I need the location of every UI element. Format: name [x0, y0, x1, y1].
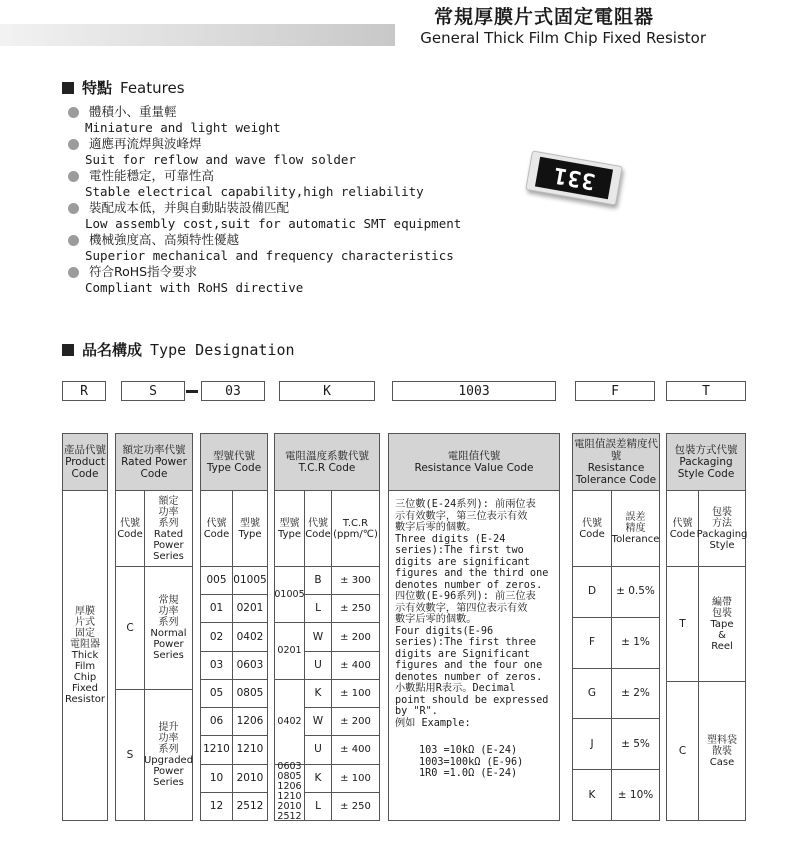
text-line: 系列 — [158, 517, 179, 529]
text-line: Code — [203, 528, 230, 540]
tolerance-value-cell: ± 0.5% — [611, 566, 659, 617]
feature-zh-text: 體積小、重量輕 — [89, 104, 177, 119]
header-en: T.C.R Code — [298, 462, 356, 474]
code-box-1: S — [121, 381, 185, 401]
tcr-value-cell: ± 200 — [331, 707, 379, 735]
sub-header-type — [232, 491, 267, 566]
bullet-dot-icon — [68, 267, 79, 278]
feature-zh-text: 適應再流焊與波峰焊 — [89, 136, 202, 151]
text-line: 代號 — [206, 517, 227, 529]
feature-zh-text: 符合RoHS指令要求 — [89, 264, 198, 279]
example-line: 103 =10kΩ (E-24) — [419, 745, 518, 756]
text-line: Code — [117, 528, 143, 540]
text-line: 固定 — [75, 628, 95, 639]
text-line: T.C.R — [342, 517, 369, 529]
feature-zh — [68, 168, 461, 184]
sub-header-code — [304, 491, 331, 566]
power-desc — [144, 689, 192, 820]
text-line: 方法 — [712, 517, 732, 529]
header-decor-bar — [0, 24, 395, 46]
tcr-value-cell: ± 300 — [331, 566, 379, 594]
bullet-dot-icon — [68, 171, 79, 182]
resistance-body — [389, 491, 559, 820]
feature-en-text: Low assembly cost,suit for automatic SMT equipment — [85, 216, 462, 231]
text-line: 代號 — [672, 517, 693, 529]
column-header — [573, 434, 659, 491]
tcr-value-cell: ± 400 — [331, 651, 379, 679]
features-heading: 特點 Features — [62, 77, 185, 98]
text-line: 精度 — [625, 523, 646, 534]
text-line: Case — [709, 756, 735, 768]
tcr-code-cell: K — [304, 764, 331, 792]
text-line: 系列 — [158, 617, 179, 628]
bullet-dot-icon — [68, 235, 79, 246]
header-zh: 型號代號 — [213, 450, 255, 462]
tolerance-value-cell: ± 5% — [611, 718, 659, 769]
sub-header-code — [116, 491, 144, 566]
text-line: Packaging — [696, 528, 748, 540]
type-size-cell: 1206 — [232, 707, 267, 735]
product-desc — [63, 491, 107, 820]
text-line: 散裝 — [712, 745, 732, 757]
sub-header-code — [201, 491, 232, 566]
features-list — [68, 104, 461, 296]
tolerance-value-cell: ± 10% — [611, 769, 659, 820]
type-code-cell: 10 — [201, 764, 232, 792]
header-en: Resistance Tolerance Code — [575, 462, 657, 486]
text-line: Chip — [73, 672, 97, 683]
text-line: Style — [709, 539, 735, 551]
text-line: Power — [153, 766, 184, 777]
type-size-cell: 01005 — [232, 566, 267, 594]
tcr-value-cell: ± 100 — [331, 679, 379, 707]
packaging-desc-cell — [698, 566, 745, 681]
type-code-column — [200, 433, 268, 821]
text-line: 2512 — [277, 811, 302, 823]
feature-zh — [68, 232, 461, 248]
text-line: Film — [74, 661, 96, 672]
header-en: Packaging Style Code — [677, 456, 735, 480]
column-header — [63, 434, 107, 491]
feature-item — [68, 104, 461, 136]
text-line: 1206 — [277, 781, 302, 793]
power-code: S — [116, 689, 144, 820]
text-line: 代號 — [582, 517, 602, 529]
type-size-cell: 1210 — [232, 735, 267, 763]
tcr-value-cell: ± 250 — [331, 594, 379, 622]
text-line: Type — [238, 528, 262, 540]
text-line: & — [718, 629, 726, 641]
text-line: Power — [153, 539, 184, 551]
text-line: Type — [278, 528, 301, 540]
type-designation-heading: 品名構成 Type Designation — [62, 339, 295, 360]
text-line: Reel — [711, 640, 733, 652]
tcr-code-cell: U — [304, 651, 331, 679]
text-line: Power — [153, 639, 184, 650]
header-en: Product Code — [65, 456, 105, 480]
feature-zh-text: 裝配成本低，并與自動貼裝設備匹配 — [89, 200, 290, 215]
text-line: Series — [153, 550, 184, 562]
tolerance-code-cell: G — [573, 668, 611, 719]
tcr-code-cell: W — [304, 622, 331, 650]
text-line: 0402 — [277, 715, 302, 727]
square-bullet-icon — [62, 344, 74, 356]
tolerance-column — [572, 433, 660, 821]
square-bullet-icon — [62, 82, 74, 94]
bullet-dot-icon — [68, 107, 79, 118]
feature-en-text: Superior mechanical and frequency characteristics — [85, 248, 454, 263]
feature-item — [68, 232, 461, 264]
text-line: Tape — [710, 618, 734, 630]
resistance-column — [388, 433, 560, 821]
header-zh: 電阻溫度系數代號 — [285, 450, 369, 462]
text-line: 厚膜 — [75, 606, 95, 617]
text-line: 2010 — [277, 801, 302, 813]
power-desc — [144, 566, 192, 689]
tolerance-value-cell: ± 1% — [611, 617, 659, 668]
text-line: 01005 — [274, 588, 305, 600]
tcr-code-cell: L — [304, 792, 331, 820]
packaging-code-cell: C — [667, 681, 698, 820]
example-line: 1003=100kΩ (E-96) — [419, 756, 524, 768]
text-line: 誤差 — [625, 512, 646, 523]
resistance-description: 三位數(E-24系列): 前兩位表 示有效數字，第三位表示有效 數字后零的個數。 Three digits (E-24 series):The first two digits are significant figures and the third one denotes number of zeros. 四位數(E-96系列): 前三位表 示有效數字，第四位表示有效 數字后零的個數。 Four digits(E-96 series):The first three digits are Significant figures and the four one denotes number of zeros. 小數點用R表示。Decimal point should be expressed by "R". 例如 Example: — [395, 499, 549, 729]
text-line: 功率 — [158, 733, 179, 744]
feature-en-text: Suit for reflow and wave flow solder — [85, 152, 356, 167]
feature-zh — [68, 200, 461, 216]
header-zh: 電阻值誤差精度代號 — [574, 438, 658, 462]
code-box-0: R — [62, 381, 106, 401]
text-line: 代號 — [120, 517, 140, 529]
code-box-5: F — [575, 381, 655, 401]
tcr-type-cell — [275, 679, 304, 764]
feature-item — [68, 200, 461, 232]
text-line: (ppm/℃) — [333, 528, 378, 540]
code-box-3: K — [279, 381, 375, 401]
sub-header-tolerance — [611, 491, 659, 566]
tcr-type-cell — [275, 566, 304, 622]
text-line: Code — [579, 528, 605, 540]
text-line: 包裝 — [712, 607, 732, 619]
tcr-code-cell: B — [304, 566, 331, 594]
text-line: Series — [153, 777, 184, 788]
tcr-column — [274, 433, 380, 821]
code-box-4: 1003 — [392, 381, 556, 401]
resistance-examples — [419, 745, 523, 780]
text-line: 額定 — [158, 495, 179, 507]
tolerance-code-cell: K — [573, 769, 611, 820]
chip-marking: 331 — [535, 157, 613, 199]
header-zh: 產品代號 — [64, 444, 106, 456]
bullet-dot-icon — [68, 139, 79, 150]
sub-header-style — [696, 491, 748, 566]
sub-header-code — [573, 491, 611, 566]
column-header — [201, 434, 267, 491]
packaging-desc-cell — [698, 681, 745, 820]
column-header — [116, 434, 192, 491]
feature-en-text: Compliant with RoHS directive — [85, 280, 304, 295]
header-en: Resistance Value Code — [414, 462, 534, 474]
text-line: Upgraded — [143, 755, 194, 766]
sub-header-tcr — [331, 491, 379, 566]
text-line: 0201 — [277, 645, 302, 657]
tcr-value-cell: ± 250 — [331, 792, 379, 820]
text-line: 常規 — [158, 595, 179, 606]
title-zh: 常規厚膜片式固定電阻器 — [433, 6, 654, 28]
type-code-cell: 12 — [201, 792, 232, 820]
feature-en-text: Miniature and light weight — [85, 120, 281, 135]
text-line: Code — [305, 528, 331, 540]
text-line: 系列 — [158, 744, 179, 755]
feature-zh-text: 電性能穩定，可靠性高 — [89, 168, 215, 183]
bullet-dot-icon — [68, 203, 79, 214]
tcr-value-cell: ± 200 — [331, 622, 379, 650]
type-code-cell: 01 — [201, 594, 232, 622]
tcr-value-cell: ± 400 — [331, 735, 379, 763]
type-size-cell: 0603 — [232, 651, 267, 679]
type-size-cell: 0402 — [232, 622, 267, 650]
type-size-cell: 0805 — [232, 679, 267, 707]
feature-zh-text: 機械強度高、高頻特性優越 — [89, 232, 240, 247]
text-line: 功率 — [158, 606, 179, 617]
text-line: 包裝 — [712, 506, 732, 518]
text-line: Fixed — [72, 683, 98, 694]
sub-header-code — [667, 491, 698, 566]
tolerance-value-cell: ± 2% — [611, 668, 659, 719]
type-size-cell: 2512 — [232, 792, 267, 820]
text-line: 塑料袋 — [707, 734, 737, 746]
packaging-column — [666, 433, 746, 821]
text-line: Series — [153, 650, 184, 661]
sub-header-series — [144, 491, 192, 566]
column-header — [389, 434, 559, 491]
type-code-cell: 1210 — [201, 735, 232, 763]
text-line: 0603 — [277, 761, 302, 773]
type-code-cell: 005 — [201, 566, 232, 594]
feature-zh — [68, 104, 461, 120]
product-code-column — [62, 433, 108, 821]
header-zh: 電阻值代號 — [447, 450, 501, 462]
type-code-cell: 02 — [201, 622, 232, 650]
text-line: 代號 — [308, 517, 328, 529]
type-code-cell: 05 — [201, 679, 232, 707]
text-line: 功率 — [158, 506, 179, 518]
tcr-type-cell — [275, 761, 304, 823]
column-header — [667, 434, 745, 491]
text-line: 提升 — [158, 722, 179, 733]
text-line: Code — [669, 528, 696, 540]
type-code-cell: 03 — [201, 651, 232, 679]
header-zh: 額定功率代號 — [122, 444, 186, 456]
type-code-cell: 06 — [201, 707, 232, 735]
rated-power-column — [115, 433, 193, 821]
header-en: Type Code — [206, 462, 262, 474]
code-box-2: 03 — [201, 381, 265, 401]
text-line: Rated — [153, 528, 184, 540]
feature-item — [68, 136, 461, 168]
text-line: Resistor — [65, 694, 105, 705]
text-line: 型號 — [279, 517, 300, 529]
tolerance-code-cell: F — [573, 617, 611, 668]
tolerance-code-cell: D — [573, 566, 611, 617]
text-line: 1210 — [277, 791, 302, 803]
tcr-code-cell: L — [304, 594, 331, 622]
tcr-type-cell — [275, 622, 304, 678]
type-size-cell: 2010 — [232, 764, 267, 792]
tcr-code-cell: K — [304, 679, 331, 707]
text-line: Thick — [71, 650, 99, 661]
feature-item — [68, 168, 461, 200]
title-en: General Thick Film Chip Fixed Resistor — [420, 29, 706, 47]
text-line: 0805 — [277, 771, 302, 783]
feature-en-text: Stable electrical capability,high reliability — [85, 184, 424, 199]
packaging-code-cell: T — [667, 566, 698, 681]
code-box-6: T — [666, 381, 746, 401]
text-line: 編帶 — [712, 596, 732, 608]
text-line: Tolerance — [611, 534, 660, 545]
tcr-code-cell: W — [304, 707, 331, 735]
power-code: C — [116, 566, 144, 689]
text-line: 電阻器 — [70, 639, 100, 650]
sub-header-type — [275, 491, 304, 566]
text-line: 片式 — [75, 617, 95, 628]
tcr-code-cell: U — [304, 735, 331, 763]
text-line: Normal — [150, 628, 187, 639]
feature-zh — [68, 264, 461, 280]
example-line: 1R0 =1.0Ω (E-24) — [419, 768, 518, 779]
tcr-value-cell: ± 100 — [331, 764, 379, 792]
type-size-cell: 0201 — [232, 594, 267, 622]
feature-zh — [68, 136, 461, 152]
feature-item — [68, 264, 461, 296]
text-line: 型號 — [240, 517, 260, 529]
header-en: Rated Power Code — [121, 456, 187, 480]
tolerance-code-cell: J — [573, 718, 611, 769]
dash-separator — [186, 390, 198, 393]
header-zh: 包裝方式代號 — [674, 444, 738, 456]
chip-resistor-image — [525, 150, 623, 205]
column-header — [275, 434, 379, 491]
